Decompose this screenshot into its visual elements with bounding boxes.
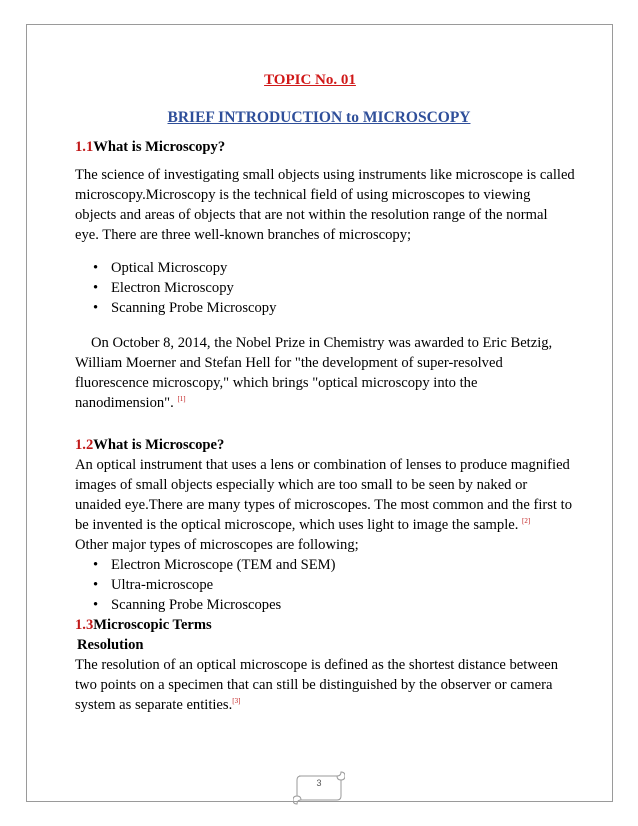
bullet-icon: • xyxy=(93,280,99,296)
document-body xyxy=(75,70,575,715)
list-item: • Optical Microscopy xyxy=(93,260,228,276)
citation-1: [1] xyxy=(177,395,186,404)
section-title: What is Microscope? xyxy=(93,437,225,453)
paragraph-types-intro: Other major types of microscopes are following; xyxy=(75,537,359,553)
subheading-resolution: Resolution xyxy=(77,637,144,653)
bullet-icon: • xyxy=(93,597,99,613)
paragraph-microscopy: The science of investigating small objects using instruments like microscope is called microscopy.Microscopy is the technical field of using microscopes to viewing objects and areas of objects that are not within the resolution range of the normal eye. There are three well-known branches of microscopy; xyxy=(75,167,575,243)
bullet-icon: • xyxy=(93,300,99,316)
paragraph-microscope: An optical instrument that uses a lens or combination of lenses to produce magnified images of small objects especially which are too small to be seen by naked or unaided eye.There are many types of microscopes. The most common and the first to be invented is the optical microscope, which uses light to image the sample. [2] xyxy=(75,457,572,533)
section-heading-1-3 xyxy=(75,615,575,635)
citation-3: [3] xyxy=(232,697,241,706)
topic-title: TOPIC No. 01 xyxy=(264,72,356,88)
citation-2: [2] xyxy=(522,517,531,526)
section-title: Microscopic Terms xyxy=(93,617,212,633)
branches-list xyxy=(75,258,575,318)
types-list xyxy=(75,555,575,615)
bullet-icon: • xyxy=(93,577,99,593)
bullet-icon: • xyxy=(93,260,99,276)
list-item: • Electron Microscope (TEM and SEM) xyxy=(93,557,336,573)
list-item: • Scanning Probe Microscopy xyxy=(93,300,277,316)
paragraph-nobel: On October 8, 2014, the Nobel Prize in Chemistry was awarded to Eric Betzig, William Moerner and Stefan Hell for "the development of super-resolved fluorescence microscopy," which brings "optical microscopy into the nanodimension". [1] xyxy=(75,335,553,411)
main-title: BRIEF INTRODUCTION to MICROSCOPY xyxy=(167,109,471,126)
list-item: • Scanning Probe Microscopes xyxy=(93,597,282,613)
bullet-icon: • xyxy=(93,557,99,573)
page-number: 3 xyxy=(316,778,322,788)
list-item: • Ultra-microscope xyxy=(93,577,214,593)
paragraph-resolution: The resolution of an optical microscope is defined as the shortest distance between two points on a specimen that can still be distinguished by the observer or camera system as separate entities.[3] xyxy=(75,657,559,713)
section-number: 1.3 xyxy=(75,617,94,633)
section-number: 1.1 xyxy=(75,139,94,155)
section-heading-1-1 xyxy=(75,137,575,157)
section-heading-1-2 xyxy=(75,435,575,455)
page-number-scroll xyxy=(293,770,345,806)
section-title: What is Microscopy? xyxy=(93,139,226,155)
scroll-shape-icon xyxy=(293,770,345,806)
list-item: • Electron Microscopy xyxy=(93,280,234,296)
section-number: 1.2 xyxy=(75,437,94,453)
